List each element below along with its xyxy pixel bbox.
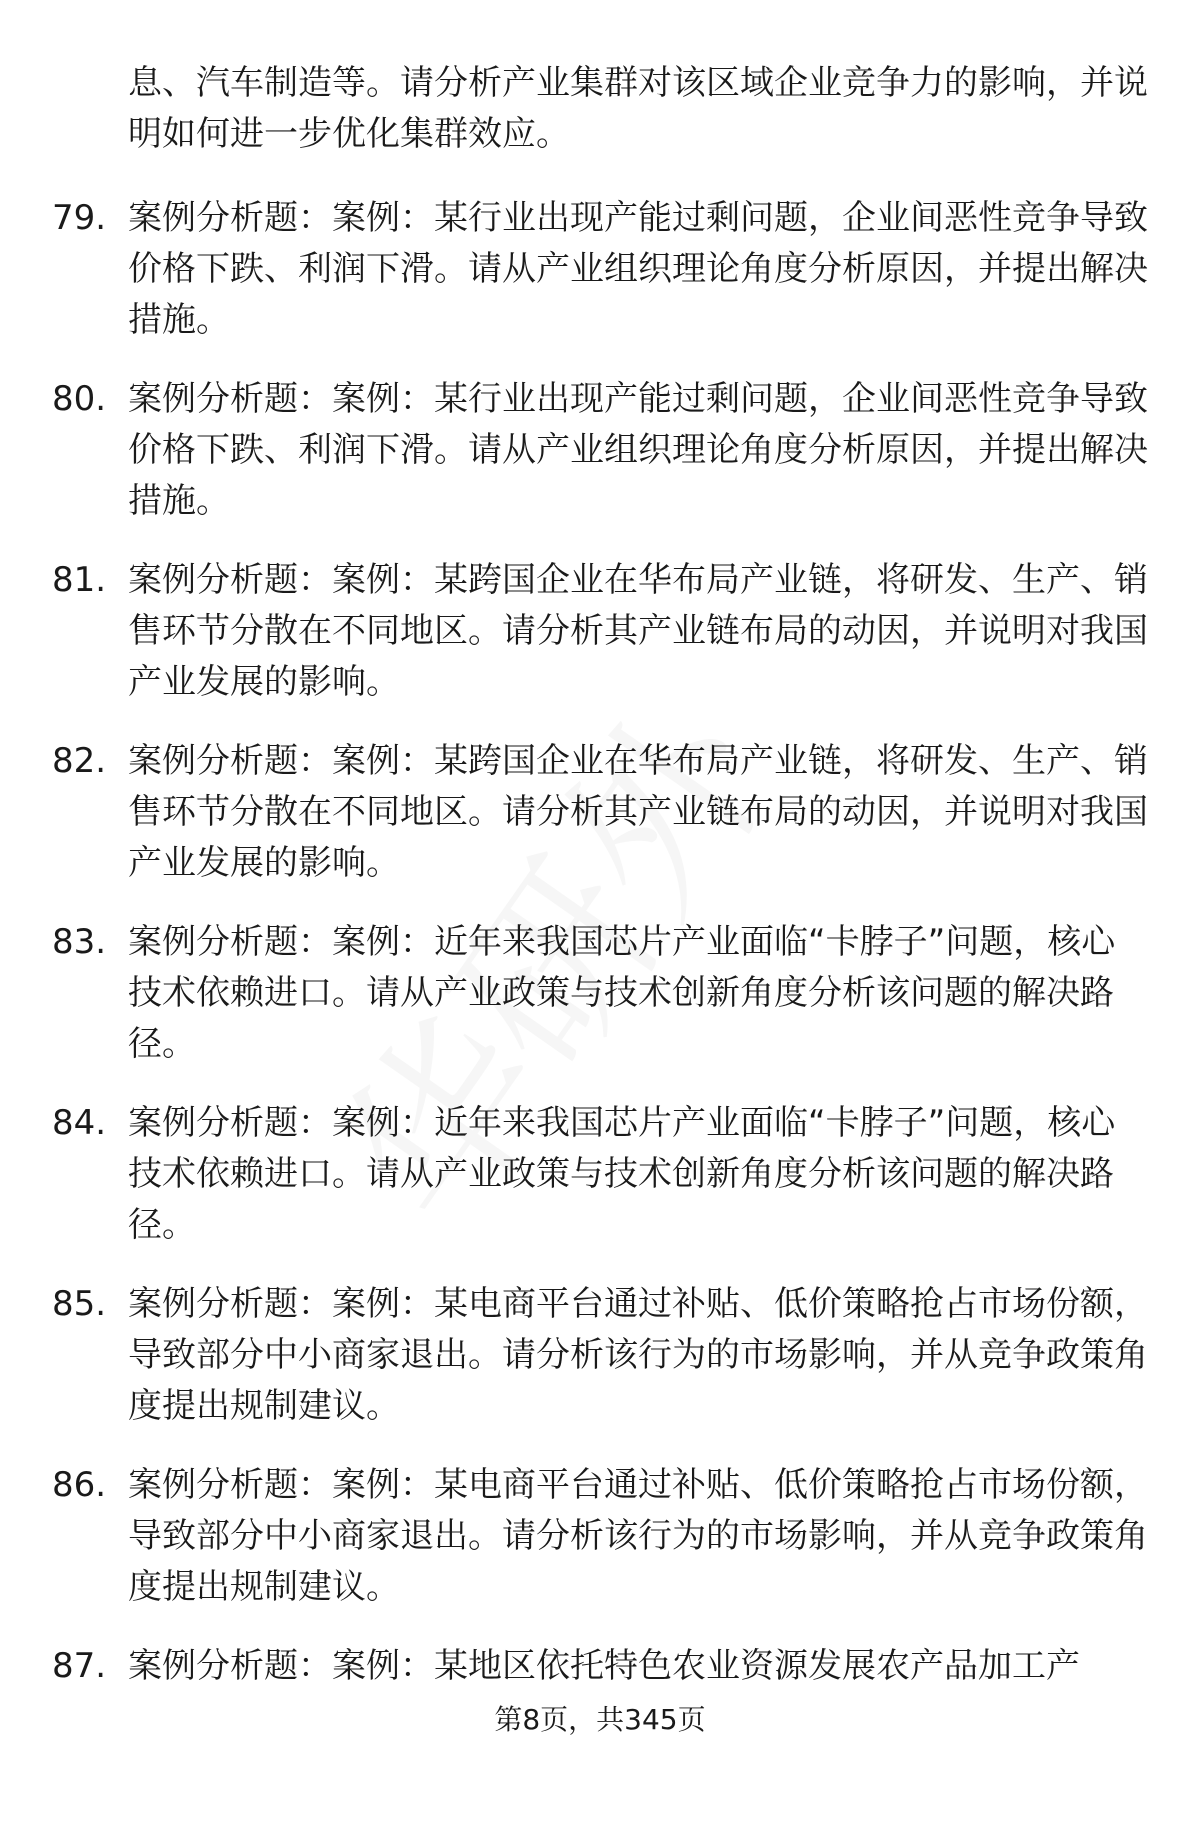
question-item — [0, 1279, 1200, 1460]
question-number: 86. — [52, 1465, 107, 1505]
question-item — [0, 736, 1200, 917]
question-text: 案例分析题：案例：某跨国企业在华布局产业链，将研发、生产、销售环节分散在不同地区。请分析其产业链布局的动因，并说明对我国产业发展的影响。 — [128, 741, 1148, 883]
question-text: 案例分析题：案例：某电商平台通过补贴、低价策略抢占市场份额，导致部分中小商家退出。请分析该行为的市场影响，并从竞争政策角度提出规制建议。 — [128, 1465, 1148, 1607]
question-text: 案例分析题：案例：某跨国企业在华布局产业链，将研发、生产、销售环节分散在不同地区。请分析其产业链布局的动因，并说明对我国产业发展的影响。 — [128, 560, 1148, 702]
question-text: 案例分析题：案例：某行业出现产能过剩问题，企业间恶性竞争导致价格下跌、利润下滑。请从产业组织理论角度分析原因，并提出解决措施。 — [128, 198, 1148, 340]
question-item — [0, 374, 1200, 555]
question-number: 83. — [52, 922, 107, 962]
question-item — [0, 193, 1200, 374]
question-text: 案例分析题：案例：近年来我国芯片产业面临“卡脖子”问题，核心技术依赖进口。请从产业政策与技术创新角度分析该问题的解决路径。 — [128, 922, 1116, 1064]
question-number: 87. — [52, 1646, 107, 1686]
question-number: 80. — [52, 379, 107, 419]
question-item — [0, 555, 1200, 736]
question-text: 案例分析题：案例：某电商平台通过补贴、低价策略抢占市场份额，导致部分中小商家退出。请分析该行为的市场影响，并从竞争政策角度提出规制建议。 — [128, 1284, 1148, 1426]
question-text: 案例分析题：案例：近年来我国芯片产业面临“卡脖子”问题，核心技术依赖进口。请从产业政策与技术创新角度分析该问题的解决路径。 — [128, 1103, 1116, 1245]
page-footer: 第8页，共345页 — [494, 1703, 706, 1736]
question-text: 案例分析题：案例：某行业出现产能过剩问题，企业间恶性竞争导致价格下跌、利润下滑。请从产业组织理论角度分析原因，并提出解决措施。 — [128, 379, 1148, 521]
question-number: 82. — [52, 741, 107, 781]
question-number: 79. — [52, 198, 107, 238]
question-number: 84. — [52, 1103, 107, 1143]
question-text: 案例分析题：案例：某地区依托特色农业资源发展农产品加工产 — [128, 1646, 1080, 1686]
question-item — [0, 1098, 1200, 1279]
question-number: 85. — [52, 1284, 107, 1324]
question-list — [0, 193, 1200, 1822]
question-item — [0, 1460, 1200, 1641]
question-item — [0, 917, 1200, 1098]
question-number: 81. — [52, 560, 107, 600]
continuation-text: 息、汽车制造等。请分析产业集群对该区域企业竞争力的影响，并说明如何进一步优化集群效应。 — [128, 63, 1148, 154]
